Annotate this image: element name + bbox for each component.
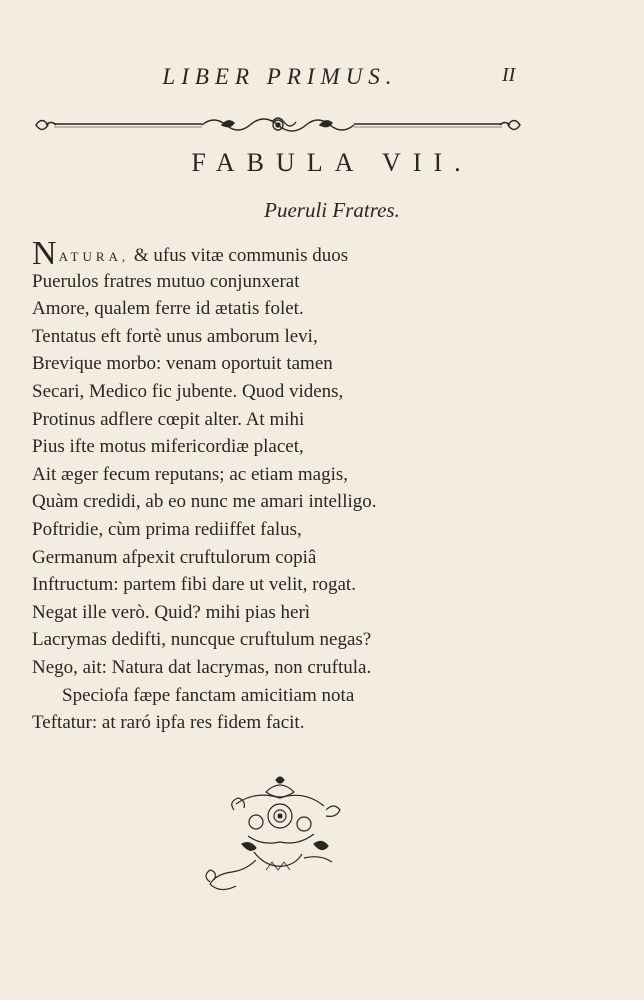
verse-line: Pius ifte motus mifericordiæ placet, xyxy=(32,436,304,458)
moral-line: Speciofa fæpe fanctam amicitiam nota xyxy=(62,684,355,706)
verse-line: Protinus adflere cœpit alter. At mihi xyxy=(32,408,305,430)
drop-cap: N xyxy=(32,235,57,272)
opening-rest: & ufus vitæ communis duos xyxy=(129,245,349,266)
fable-title: FABULA VII. xyxy=(191,148,473,177)
verse-line: Puerulos fratres mutuo conjunxerat xyxy=(32,270,300,292)
moral-line: Teftatur: at raró ipfa res fidem facit. xyxy=(32,712,305,734)
verse-line: Germanum afpexit cruftulorum copiâ xyxy=(32,546,317,568)
floral-tailpiece-ornament xyxy=(196,770,366,900)
verse-line: Tentatus eft fortè unus amborum levi, xyxy=(32,325,318,347)
verse-line: Secari, Medico fic jubente. Quod videns, xyxy=(32,380,344,402)
verse-line: Nego, ait: Natura dat lacrymas, non cruftula. xyxy=(32,656,372,678)
verse-body xyxy=(32,235,452,737)
verse-line: Inftructum: partem fibi dare ut velit, rogat. xyxy=(32,574,356,596)
verse-line: Lacrymas dedifti, nuncque cruftulum negas? xyxy=(32,629,372,651)
verse-line: Quàm credidi, ab eo nunc me amari intelligo. xyxy=(32,491,377,513)
verse-line: Negat ille verò. Quid? mihi pias herì xyxy=(32,601,311,623)
running-head xyxy=(0,64,644,94)
opening-smallcaps: ATURA, xyxy=(58,249,130,264)
page-number: II xyxy=(502,64,516,86)
running-title: LIBER PRIMUS. xyxy=(162,64,398,89)
fable-subtitle: Pueruli Fratres. xyxy=(264,198,400,222)
verse-line: Ait æger fecum reputans; ac etiam magis, xyxy=(32,463,349,485)
verse-line: Brevique morbo: venam oportuit tamen xyxy=(32,353,333,375)
verse-line-1 xyxy=(32,235,452,272)
verse-line: Amore, qualem ferre id ætatis folet. xyxy=(32,298,304,320)
ornamental-rule xyxy=(32,110,524,140)
verse-line: Poftridie, cùm prima rediiffet falus, xyxy=(32,518,302,540)
